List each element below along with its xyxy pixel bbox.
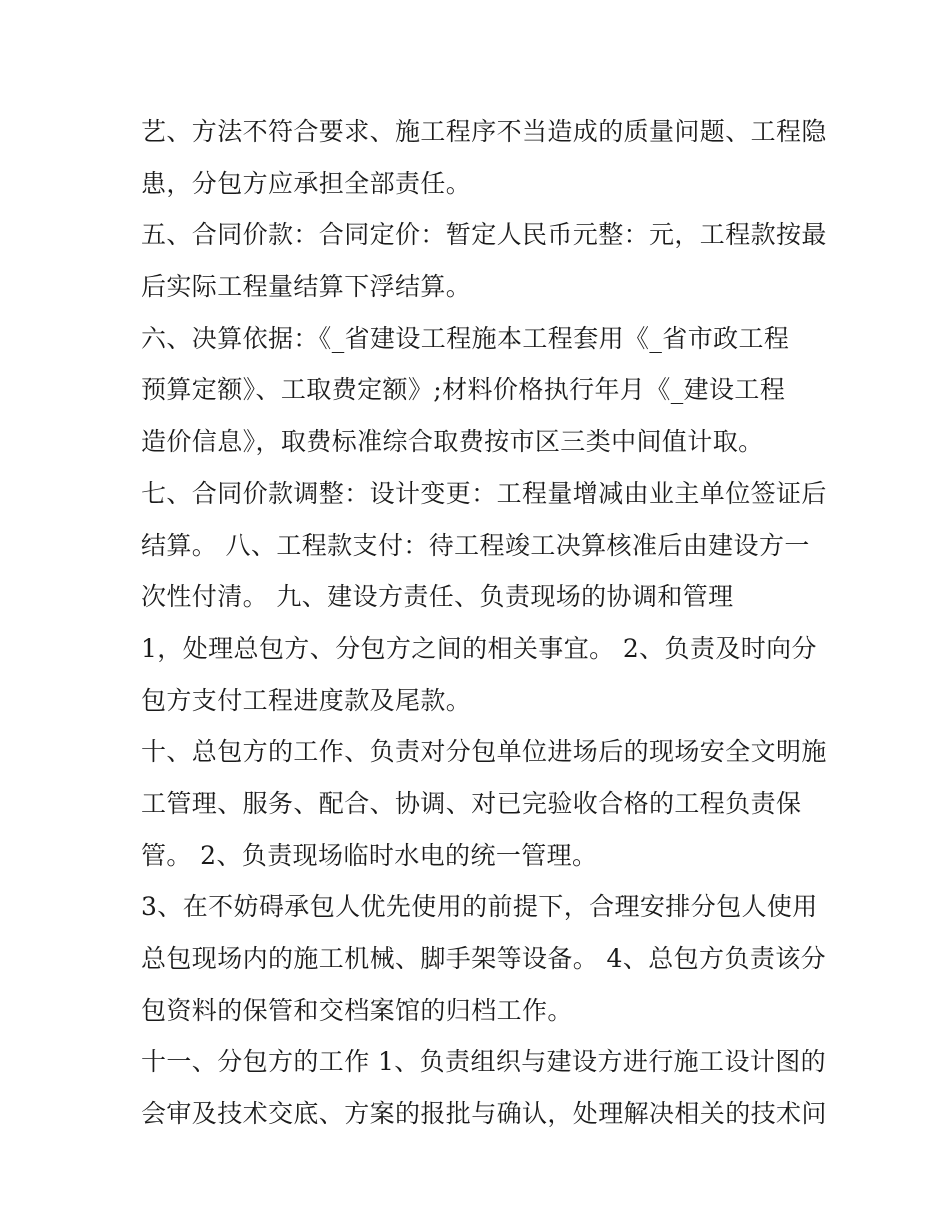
text-line: 3、在不妨碍承包人优先使用的前提下，合理安排分包人使用 [141,892,818,922]
text-line: 十一、分包方的工作 1、负责组织与建设方进行施工设计图的 [141,1047,827,1077]
text-line: 十、总包方的工作、负责对分包单位进场后的现场安全文明施 [141,737,827,767]
text-line: 总包现场内的施工机械、脚手架等设备。 4、总包方负责该分 [141,944,827,973]
text-line: 次性付清。 九、建设方责任、负责现场的协调和管理 [141,582,734,612]
text-line: 患，分包方应承担全部责任。 [141,168,472,198]
text-line: 七、合同价款调整：设计变更：工程量增减由业主单位签证后 [141,478,827,508]
text-line: 包资料的保管和交档案馆的归档工作。 [141,995,573,1025]
text-line: 结算。 八、工程款支付：待工程竣工决算核准后由建设方一 [141,530,810,560]
text-line: 六、决算依据：《_省建设工程施本工程套用《_省市政工程 [141,323,790,353]
text-line: 后实际工程量结算下浮结算。 [141,272,472,302]
text-line: 会审及技术交底、方案的报批与确认，处理解决相关的技术问 [141,1099,827,1129]
text-line: 预算定额》、工取费定额》;材料价格执行年月《_建设工程 [141,375,786,405]
text-line: 工管理、服务、配合、协调、对已完验收合格的工程负责保 [141,788,802,818]
document-body [141,106,827,1140]
text-line: 造价信息》，取费标准综合取费按市区三类中间值计取。 [141,427,764,457]
text-line: 包方支付工程进度款及尾款。 [141,685,472,715]
text-line: 1，处理总包方、分包方之间的相关事宜。 2、负责及时向分 [141,633,817,663]
text-line: 管。 2、负责现场临时水电的统一管理。 [141,840,598,870]
text-line: 艺、方法不符合要求、施工程序不当造成的质量问题、工程隐 [141,117,827,146]
text-line: 五、合同价款：合同定价：暂定人民币元整：元，工程款按最 [141,220,827,250]
